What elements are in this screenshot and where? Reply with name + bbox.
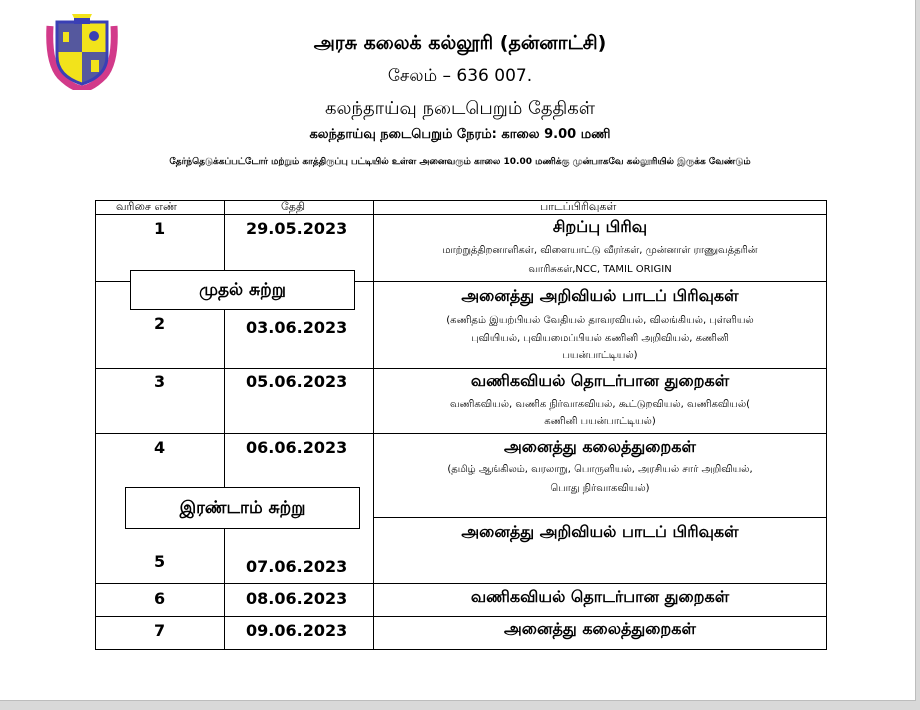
row-description: வணிகவியல், வணிக நிர்வாகவியல், கூட்டுறவியல், வணிகவியல்( [449,399,751,410]
row-subject: வணிகவியல் தொடர்பான துறைகள் [470,587,730,606]
row-description: பொது நிர்வாகவியல்) [550,483,650,494]
row-subject: சிறப்பு பிரிவு [552,217,648,236]
row-date: 09.06.2023 [246,621,348,640]
row-description: புவியியல், புவியமைப்பியல் கணினி அறிவியல், கணினி [471,333,729,344]
row-date: 07.06.2023 [246,557,348,576]
row-subject: வணிகவியல் தொடர்பான துறைகள் [470,371,730,390]
row-date: 06.06.2023 [246,438,348,457]
row-number: 1 [154,219,166,238]
row-number: 7 [154,621,166,640]
row-subject: அனைத்து கலைத்துறைகள் [504,437,696,456]
row-description: பயன்பாட்டியல்) [562,350,638,361]
round-two-label: இரண்டாம் சுற்று [125,487,360,529]
schedule-title: கலந்தாய்வு நடைபெறும் தேதிகள் [324,98,596,119]
column-header-date: தேதி [281,200,305,213]
row-description: மாற்றுத்திறனாளிகள், விளையாட்டு வீரர்கள், முன்னாள் ராணுவத்தரின் [442,245,758,256]
row-number: 3 [154,372,166,391]
college-name: அரசு கலைக் கல்லூரி (தன்னாட்சி) [313,32,607,54]
row-subject: அனைத்து அறிவியல் பாடப் பிரிவுகள் [461,522,739,541]
row-description: வாரிசுகள்,NCC, TAMIL ORIGIN [528,264,672,275]
row-number: 6 [154,589,166,608]
column-header-serial: வரிசை எண் [116,200,178,213]
row-date: 03.06.2023 [246,318,348,337]
row-date: 08.06.2023 [246,589,348,608]
row-description: கணினி பயன்பாட்டியல்) [544,416,656,427]
row-number: 2 [154,314,166,333]
attendance-notice: தேர்ந்தெடுக்கப்பட்டோர் மற்றும் காத்திருப்பு பட்டியில் உள்ள அனைவரும் காலை 10.00 மணிக்கு முன்பாகவே கல்லூரியில் இருக்க வேண்டும் [169,157,751,167]
row-date: 05.06.2023 [246,372,348,391]
row-number: 4 [154,438,166,457]
row-subject: அனைத்து அறிவியல் பாடப் பிரிவுகள் [461,286,739,305]
row-subject: அனைத்து கலைத்துறைகள் [504,619,696,638]
row-number: 5 [154,552,166,571]
row-date: 29.05.2023 [246,219,348,238]
row-description: (தமிழ் ஆங்கிலம், வரலாறு, பொருளியல், அரசியல் சார் அறிவியல், [447,464,753,475]
college-city: சேலம் – 636 007. [387,66,533,86]
column-header-subjects: பாடப்பிரிவுகள் [540,200,617,213]
round-one-label: முதல் சுற்று [130,270,355,310]
counselling-timing: கலந்தாய்வு நடைபெறும் நேரம்: காலை 9.00 மணி [309,127,611,142]
row-description: (கணிதம் இயற்பியல் வேதியல் தாவரவியல், விலங்கியல், புள்ளியல் [446,315,754,326]
